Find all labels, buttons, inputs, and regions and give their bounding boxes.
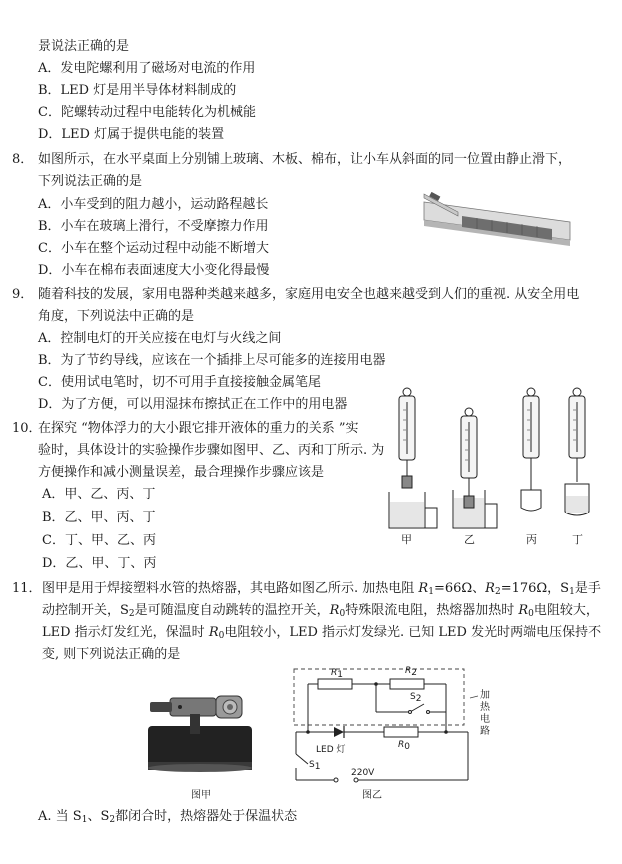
circuit-label-r2: R2: [405, 666, 417, 678]
ramp-figure: [422, 192, 572, 254]
q7-option-c: C．陀螺转动过程中电能转化为机械能: [38, 105, 256, 120]
circuit-label-r0: R0: [398, 740, 410, 752]
q11-stem-line3: LED 指示灯发红光，保温时 $R_0$电阻较小，LED 指示灯发绿光. 已知 LED 发光时两端电压保持不: [42, 625, 602, 641]
q11-option-a: A. 当 $S_1$、$S_2$都闭合时，热熔器处于保温状态: [38, 809, 298, 825]
q9-option-b: B．为了节约导线，应该在一个插排上尽可能多的连接用电器: [38, 353, 386, 368]
q8-option-d: D．小车在棉布表面速度大小变化得最慢: [38, 263, 270, 278]
q9-stem-line2: 角度，下列说法中正确的是: [38, 309, 195, 324]
q7-stem-tail: 景说法正确的是: [38, 39, 130, 54]
q10-stem-line1: 在探究 “物体浮力的大小跟它排开液体的重力的关系 ”实: [38, 421, 359, 436]
q11-number: 11．: [12, 581, 42, 596]
q8-stem-line2: 下列说法正确的是: [38, 174, 143, 189]
q8-option-b: B．小车在玻璃上滑行，不受摩擦力作用: [38, 219, 269, 234]
q10-option-b: B．乙、甲、丙、丁: [42, 510, 156, 525]
q8-option-c: C．小车在整个运动过程中动能不断增大: [38, 241, 269, 256]
q10-number: 10．: [12, 421, 42, 436]
q8-number: 8．: [12, 152, 34, 167]
q11-stem-line1: 图甲是用于焊接塑料水管的热熔器，其电路如图乙所示. 加热电阻 $R_1=66\Omega$、$R_2=176\Omega$，$S_1$是手: [42, 581, 601, 597]
figure-label-ding: 丁: [572, 533, 583, 546]
q10-stem-line2: 验时，具体设计的实验操作步骤如图甲、乙、丙和丁所示. 为: [38, 443, 385, 458]
figure-a-caption: 图甲: [191, 790, 211, 801]
circuit-label-s1: S1: [309, 760, 321, 772]
q7-option-a: A．发电陀螺利用了磁场对电流的作用: [38, 61, 256, 76]
q10-option-a: A．甲、乙、丙、丁: [42, 487, 156, 502]
q10-stem-line3: 方便操作和减小测量误差，最合理操作步骤应该是: [38, 465, 325, 480]
figure-label-yi: 乙: [464, 533, 475, 546]
circuit-label-led: LED 灯: [316, 745, 346, 755]
circuit-label-r1: R1: [331, 668, 343, 680]
q11-stem-line2: 动控制开关，$S_2$是可随温度自动跳转的温控开关，$R_0$特殊限流电阻，热熔器加热时 $R_0$电阻较大，: [42, 603, 599, 619]
q10-option-d: D．乙、甲、丁、丙: [42, 556, 157, 571]
q9-option-c: C．使用试电笔时，切不可用手直接接触金属笔尾: [38, 375, 321, 390]
q9-option-a: A．控制电灯的开关应接在电灯与火线之间: [38, 331, 282, 346]
heat-fusion-device-image: [140, 682, 260, 782]
q7-option-b: B．LED 灯是用半导体材料制成的: [38, 83, 237, 98]
figure-label-jia: 甲: [401, 533, 412, 546]
circuit-label-s2: S2: [410, 692, 422, 704]
q7-option-d: D．LED 灯属于提供电能的装置: [38, 127, 225, 142]
spring-scale-figure: [385, 384, 607, 546]
q9-number: 9．: [12, 287, 34, 302]
q11-stem-line4: 变, 则下列说法正确的是: [42, 647, 181, 662]
figure-b-caption: 图乙: [362, 790, 382, 801]
q8-option-a: A．小车受到的阻力越小，运动路程越长: [38, 197, 269, 212]
circuit-label-heating: 加 热 电 路: [480, 690, 490, 737]
q8-stem-line1: 如图所示，在水平桌面上分别铺上玻璃、木板、棉布，让小车从斜面的同一位置由静止滑下，: [38, 152, 572, 167]
figure-label-bing: 丙: [526, 533, 537, 546]
q9-option-d: D．为了方便，可以用湿抹布擦拭正在工作中的用电器: [38, 397, 348, 412]
q9-stem-line1: 随着科技的发展，家用电器种类越来越多，家庭用电安全也越来越受到人们的重视. 从安全用电: [38, 287, 580, 302]
q10-option-c: C．丁、甲、乙、丙: [42, 533, 156, 548]
circuit-label-voltage: 220V: [351, 768, 375, 778]
